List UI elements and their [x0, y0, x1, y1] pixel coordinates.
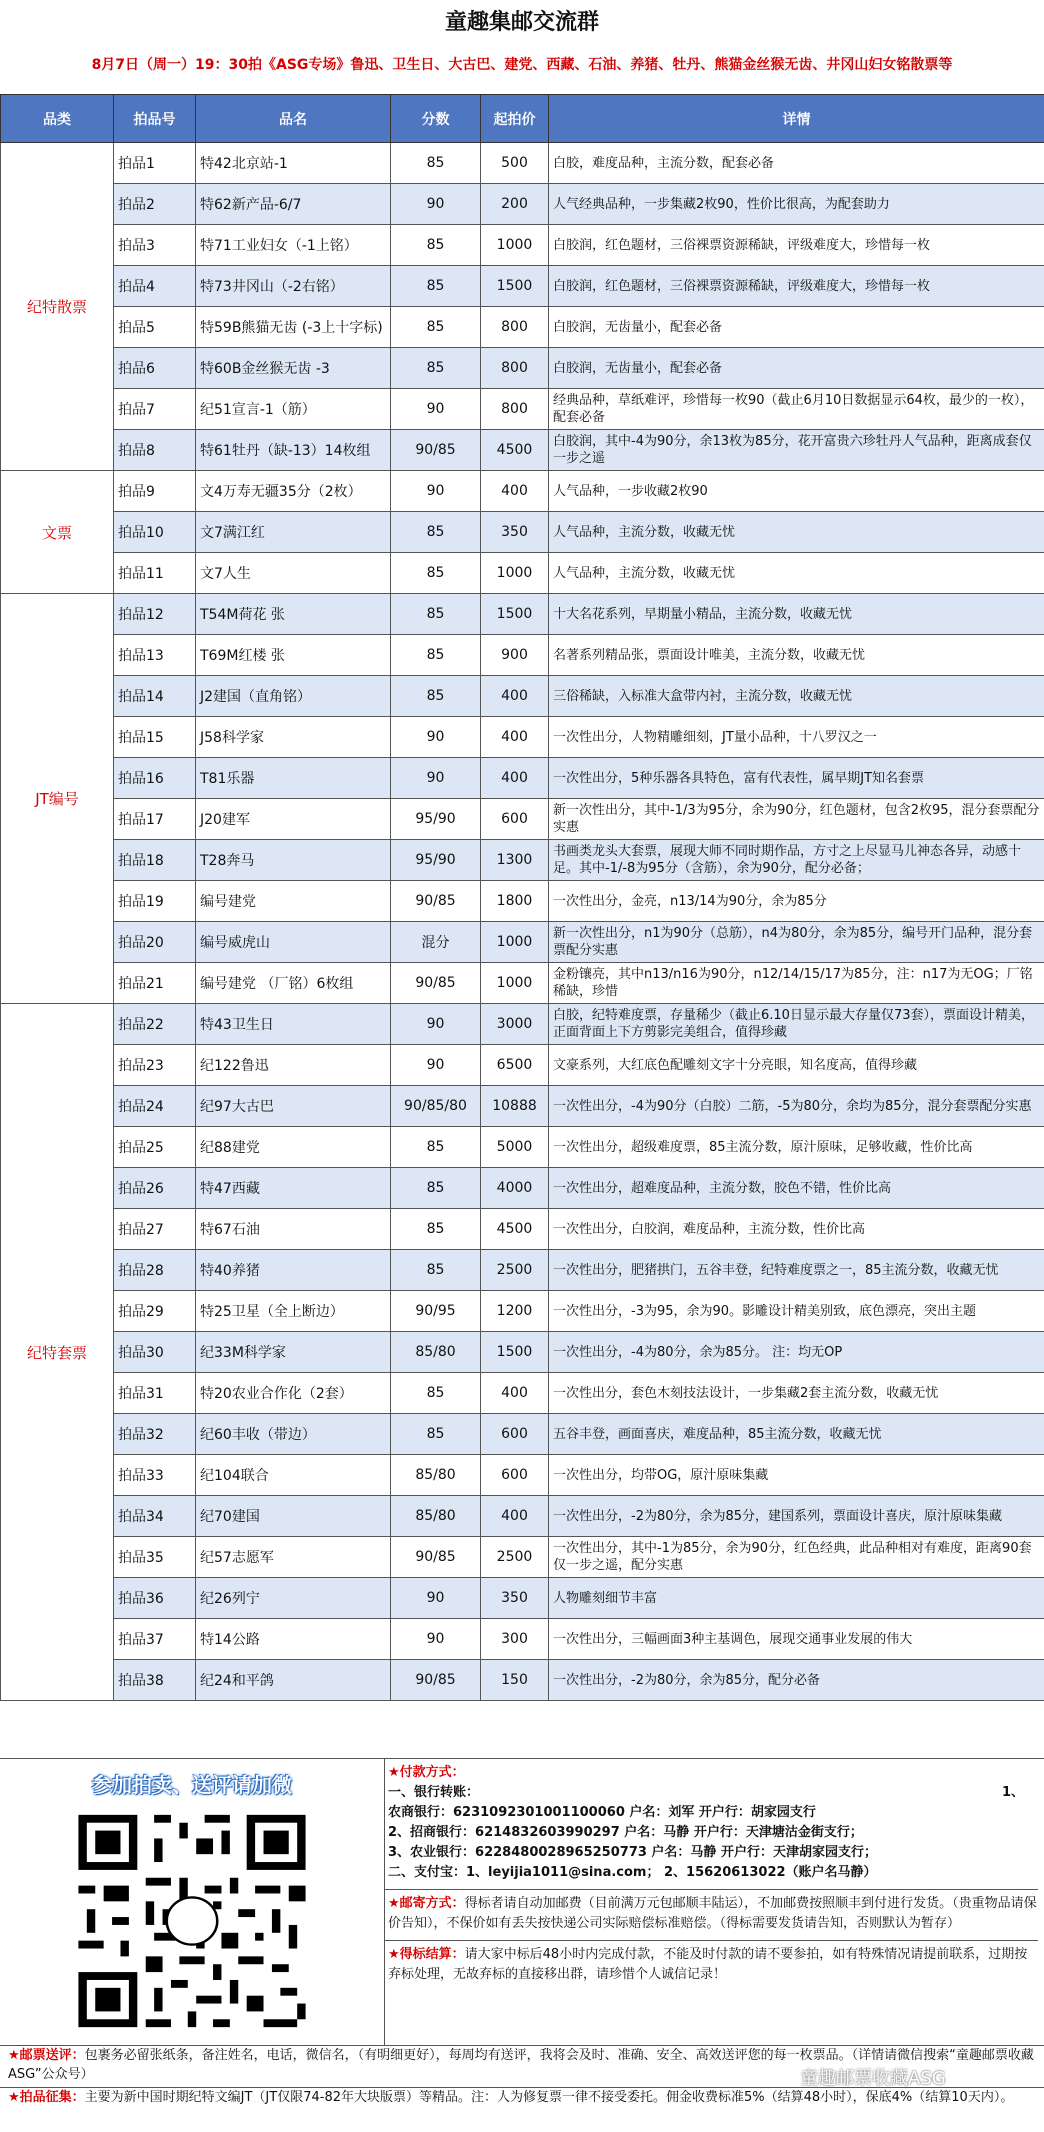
divider [384, 1940, 1038, 1941]
table-row [1, 1127, 1044, 1168]
name-cell: 特73井冈山（-2右铭） [196, 266, 391, 307]
price-cell: 1000 [481, 963, 549, 1004]
lot-cell: 拍品33 [114, 1455, 196, 1496]
table-row [1, 594, 1044, 635]
detail-cell: 人气品种，一步收藏2枚90 [549, 471, 1044, 512]
bank-3: 3、农业银行：6228480028965250773 户名：马静 开户行：天津胡家园支行； [388, 1843, 1038, 1863]
lot-cell: 拍品34 [114, 1496, 196, 1537]
name-cell: 文7满江红 [196, 512, 391, 553]
name-cell: 编号建党 [196, 881, 391, 922]
name-cell: 纪104联合 [196, 1455, 391, 1496]
name-cell: 纪70建国 [196, 1496, 391, 1537]
detail-cell: 白胶润，红色题材，三俗裸票资源稀缺，评级难度大，珍惜每一枚 [549, 266, 1044, 307]
header-detail: 详情 [549, 95, 1044, 143]
category-cell: 文票 [1, 471, 114, 594]
price-cell: 800 [481, 389, 549, 430]
table-row [1, 471, 1044, 512]
score-cell: 85/80 [391, 1332, 481, 1373]
lot-cell: 拍品9 [114, 471, 196, 512]
price-cell: 400 [481, 717, 549, 758]
lot-cell: 拍品4 [114, 266, 196, 307]
price-cell: 500 [481, 143, 549, 184]
table-row [1, 881, 1044, 922]
table-row [1, 266, 1044, 307]
price-cell: 4500 [481, 430, 549, 471]
name-cell: J58科学家 [196, 717, 391, 758]
category-cell: 纪特散票 [1, 143, 114, 471]
price-cell: 4500 [481, 1209, 549, 1250]
score-cell: 90/85 [391, 1660, 481, 1701]
lot-cell: 拍品27 [114, 1209, 196, 1250]
price-cell: 1200 [481, 1291, 549, 1332]
score-cell: 90 [391, 1004, 481, 1045]
price-cell: 3000 [481, 1004, 549, 1045]
table-row [1, 1168, 1044, 1209]
name-cell: T69M红楼 张 [196, 635, 391, 676]
price-cell: 4000 [481, 1168, 549, 1209]
mail-text: 得标者请自动加邮费（目前满万元包邮顺丰陆运），不加邮费按照顺丰到付进行发货。（贵重物品请保价告知），不保价如有丢失按快递公司实际赔偿标准赔偿。（得标需要发货请告知，否则默认为暂存） [388, 1896, 1037, 1931]
price-cell: 600 [481, 1414, 549, 1455]
lot-cell: 拍品19 [114, 881, 196, 922]
table-row [1, 307, 1044, 348]
score-cell: 90/85 [391, 1537, 481, 1578]
detail-cell: 一次性出分，均带OG，原汁原味集藏 [549, 1455, 1044, 1496]
score-cell: 85/80 [391, 1455, 481, 1496]
table-row [1, 1045, 1044, 1086]
header-lot: 拍品号 [114, 95, 196, 143]
name-cell: 纪51宣言-1（筋） [196, 389, 391, 430]
lot-cell: 拍品17 [114, 799, 196, 840]
watermark: 童趣邮票收藏ASG [800, 2064, 946, 2090]
table-row [1, 348, 1044, 389]
header-category: 品类 [1, 95, 114, 143]
grade-text: 包裹务必留张纸条，备注姓名，电话，微信名，（有明细更好），每周均有送评，我将会及时、准确、安全、高效送评您的每一枚票品。（详情请微信搜索“童趣邮票收藏ASG”公众号） [8, 2048, 1034, 2082]
lot-cell: 拍品35 [114, 1537, 196, 1578]
name-cell: 编号建党 （厂铭）6枚组 [196, 963, 391, 1004]
detail-cell: 一次性出分，超级难度票，85主流分数，原汁原味，足够收藏，性价比高 [549, 1127, 1044, 1168]
name-cell: 特14公路 [196, 1619, 391, 1660]
name-cell: 特25卫星（全上断边） [196, 1291, 391, 1332]
lot-cell: 拍品5 [114, 307, 196, 348]
header-score: 分数 [391, 95, 481, 143]
collect-note [0, 2087, 1044, 2132]
lot-cell: 拍品36 [114, 1578, 196, 1619]
name-cell: 特20农业合作化（2套） [196, 1373, 391, 1414]
price-cell: 1000 [481, 553, 549, 594]
detail-cell: 白胶润，其中-4为90分，余13枚为85分，花开富贵六珍牡丹人气品种，距离成套仅一步之遥 [549, 430, 1044, 471]
lot-cell: 拍品23 [114, 1045, 196, 1086]
detail-cell: 一次性出分，-4为80分，余为85分。 注：均无OP [549, 1332, 1044, 1373]
table-row [1, 1209, 1044, 1250]
detail-cell: 三俗稀缺，入标准大盒带内衬，主流分数，收藏无忧 [549, 676, 1044, 717]
lot-cell: 拍品38 [114, 1660, 196, 1701]
score-cell: 90/95 [391, 1291, 481, 1332]
detail-cell: 人物雕刻细节丰富 [549, 1578, 1044, 1619]
price-cell: 2500 [481, 1250, 549, 1291]
name-cell: 纪57志愿军 [196, 1537, 391, 1578]
detail-cell: 一次性出分，5种乐器各具特色，富有代表性，属早期JT知名套票 [549, 758, 1044, 799]
score-cell: 95/90 [391, 840, 481, 881]
bank-title-row [388, 1783, 1038, 1803]
score-cell: 85 [391, 1414, 481, 1455]
table-row [1, 389, 1044, 430]
table-row [1, 635, 1044, 676]
name-cell: 特67石油 [196, 1209, 391, 1250]
name-cell: 特60B金丝猴无齿 -3 [196, 348, 391, 389]
score-cell: 95/90 [391, 799, 481, 840]
lot-cell: 拍品24 [114, 1086, 196, 1127]
price-cell: 400 [481, 676, 549, 717]
bank-suffix: 1、 [1002, 1783, 1024, 1803]
price-cell: 900 [481, 635, 549, 676]
name-cell: 特71工业妇女（-1上铭） [196, 225, 391, 266]
score-cell: 85 [391, 553, 481, 594]
table-row [1, 1578, 1044, 1619]
score-cell: 85 [391, 266, 481, 307]
detail-cell: 金粉镶亮，其中n13/n16为90分，n12/14/15/17为85分，注：n17为无OG；厂铭稀缺，珍惜 [549, 963, 1044, 1004]
score-cell: 85 [391, 307, 481, 348]
name-cell: 纪122鲁迅 [196, 1045, 391, 1086]
lot-cell: 拍品1 [114, 143, 196, 184]
lot-cell: 拍品11 [114, 553, 196, 594]
name-cell: 特43卫生日 [196, 1004, 391, 1045]
bank-2: 2、招商银行：6214832603990297 户名：马静 开户行：天津塘沽金街支行； [388, 1823, 1038, 1843]
lot-cell: 拍品14 [114, 676, 196, 717]
name-cell: T54M荷花 张 [196, 594, 391, 635]
score-cell: 90 [391, 1619, 481, 1660]
name-cell: 纪33M科学家 [196, 1332, 391, 1373]
lot-cell: 拍品25 [114, 1127, 196, 1168]
score-cell: 85 [391, 676, 481, 717]
price-cell: 300 [481, 1619, 549, 1660]
table-row [1, 922, 1044, 963]
detail-cell: 一次性出分，三幅画面3种主基调色，展现交通事业发展的伟大 [549, 1619, 1044, 1660]
detail-cell: 人气经典品种，一步集藏2枚90，性价比很高，为配套助力 [549, 184, 1044, 225]
detail-cell: 一次性出分，套色木刻技法设计，一步集藏2套主流分数，收藏无忧 [549, 1373, 1044, 1414]
name-cell: 纪97大古巴 [196, 1086, 391, 1127]
header-name: 品名 [196, 95, 391, 143]
lot-cell: 拍品22 [114, 1004, 196, 1045]
price-cell: 350 [481, 1578, 549, 1619]
table-row [1, 963, 1044, 1004]
name-cell: 特61牡丹（缺-13）14枚组 [196, 430, 391, 471]
detail-cell: 一次性出分，-2为80分，余为85分，配分必备 [549, 1660, 1044, 1701]
table-row [1, 143, 1044, 184]
collect-title: ★拍品征集： [8, 2090, 85, 2105]
price-cell: 1500 [481, 594, 549, 635]
detail-cell: 五谷丰登，画面喜庆，难度品种，85主流分数，收藏无忧 [549, 1414, 1044, 1455]
price-cell: 600 [481, 799, 549, 840]
price-cell: 1800 [481, 881, 549, 922]
detail-cell: 一次性出分，金亮，n13/14为90分，余为85分 [549, 881, 1044, 922]
collect-text: 主要为新中国时期纪特文编JT（JT仅限74-82年大块版票）等精品。注：人为修复票一律不接受委托。佣金收费标准5%（结算48小时），保底4%（结算10天内）。 [85, 2090, 1014, 2105]
lot-cell: 拍品12 [114, 594, 196, 635]
price-cell: 150 [481, 1660, 549, 1701]
score-cell: 85/80 [391, 1496, 481, 1537]
price-cell: 200 [481, 184, 549, 225]
detail-cell: 白胶，难度品种，主流分数，配套必备 [549, 143, 1044, 184]
table-row [1, 225, 1044, 266]
detail-cell: 经典品种，草纸难评，珍惜每一枚90（截止6月10日数据显示64枚，最少的一枚），配套必备 [549, 389, 1044, 430]
table-header [1, 95, 1044, 143]
category-cell: 纪特套票 [1, 1004, 114, 1701]
table-row [1, 430, 1044, 471]
price-cell: 400 [481, 471, 549, 512]
score-cell: 90 [391, 1045, 481, 1086]
score-cell: 90/85/80 [391, 1086, 481, 1127]
lot-cell: 拍品15 [114, 717, 196, 758]
score-cell: 85 [391, 1250, 481, 1291]
score-cell: 90 [391, 471, 481, 512]
table-row [1, 1086, 1044, 1127]
lot-cell: 拍品13 [114, 635, 196, 676]
lot-cell: 拍品6 [114, 348, 196, 389]
lot-cell: 拍品20 [114, 922, 196, 963]
table-row [1, 1373, 1044, 1414]
lot-cell: 拍品8 [114, 430, 196, 471]
lot-cell: 拍品10 [114, 512, 196, 553]
name-cell: 纪24和平鸽 [196, 1660, 391, 1701]
name-cell: 文4万寿无疆35分（2枚） [196, 471, 391, 512]
score-cell: 90/85 [391, 963, 481, 1004]
mail-info [388, 1894, 1038, 1934]
detail-cell: 一次性出分，超难度品种，主流分数，胶色不错，性价比高 [549, 1168, 1044, 1209]
price-cell: 400 [481, 1373, 549, 1414]
name-cell: 纪88建党 [196, 1127, 391, 1168]
detail-cell: 一次性出分，肥猪拱门，五谷丰登，纪特难度票之一，85主流分数，收藏无忧 [549, 1250, 1044, 1291]
category-cell: JT编号 [1, 594, 114, 1004]
detail-cell: 新一次性出分，n1为90分（总筋），n4为80分，余为85分，编号开门品种，混分套票配分实惠 [549, 922, 1044, 963]
lot-cell: 拍品7 [114, 389, 196, 430]
bank-1: 农商银行：6231092301001100060 户名：刘军 开户行：胡家园支行 [388, 1803, 1038, 1823]
lot-cell: 拍品26 [114, 1168, 196, 1209]
qr-section [0, 1759, 385, 2045]
lot-cell: 拍品30 [114, 1332, 196, 1373]
price-cell: 600 [481, 1455, 549, 1496]
score-cell: 85 [391, 1127, 481, 1168]
rule-title: ★得标结算： [388, 1947, 465, 1962]
price-cell: 5000 [481, 1127, 549, 1168]
price-cell: 2500 [481, 1537, 549, 1578]
detail-cell: 一次性出分，-3为95，余为90。影雕设计精美别致，底色漂亮，突出主题 [549, 1291, 1044, 1332]
name-cell: 文7人生 [196, 553, 391, 594]
price-cell: 10888 [481, 1086, 549, 1127]
page-title: 童趣集邮交流群 [0, 0, 1044, 44]
pay-title: ★付款方式： [388, 1763, 1038, 1783]
price-cell: 350 [481, 512, 549, 553]
table-row [1, 799, 1044, 840]
price-cell: 1500 [481, 1332, 549, 1373]
name-cell: 纪26列宁 [196, 1578, 391, 1619]
lot-cell: 拍品31 [114, 1373, 196, 1414]
name-cell: T28奔马 [196, 840, 391, 881]
lot-cell: 拍品21 [114, 963, 196, 1004]
detail-cell: 十大名花系列，早期量小精品，主流分数，收藏无忧 [549, 594, 1044, 635]
lot-cell: 拍品37 [114, 1619, 196, 1660]
auction-table [0, 94, 1044, 1701]
detail-cell: 人气品种，主流分数，收藏无忧 [549, 512, 1044, 553]
name-cell: 编号威虎山 [196, 922, 391, 963]
name-cell: 特42北京站-1 [196, 143, 391, 184]
table-row [1, 1455, 1044, 1496]
lot-cell: 拍品3 [114, 225, 196, 266]
detail-cell: 书画类龙头大套票，展现大师不同时期作品，方寸之上尽显马儿神态各异，动感十足。其中-1/-8为95分（含筋），余为90分，配分必备； [549, 840, 1044, 881]
detail-cell: 一次性出分，-4为90分（白胶）二筋，-5为80分，余均为85分，混分套票配分实惠 [549, 1086, 1044, 1127]
score-cell: 85 [391, 1168, 481, 1209]
detail-cell: 白胶润，无齿量小，配套必备 [549, 348, 1044, 389]
name-cell: 纪60丰收（带边） [196, 1414, 391, 1455]
price-cell: 1000 [481, 922, 549, 963]
score-cell: 85 [391, 348, 481, 389]
detail-cell: 白胶润，无齿量小，配套必备 [549, 307, 1044, 348]
lot-cell: 拍品18 [114, 840, 196, 881]
bank-title: 一、银行转账： [388, 1783, 479, 1803]
score-cell: 90 [391, 1578, 481, 1619]
divider [384, 1889, 1038, 1890]
price-cell: 6500 [481, 1045, 549, 1086]
table-row [1, 1250, 1044, 1291]
score-cell: 90 [391, 389, 481, 430]
name-cell: 特59B熊猫无齿 (-3上十字标) [196, 307, 391, 348]
alipay: 二、支付宝：1、leyijia1011@sina.com； 2、15620613022（账户名马静） [388, 1863, 1038, 1883]
price-cell: 1300 [481, 840, 549, 881]
detail-cell: 白胶，纪特难度票，存量稀少（截止6.10日显示最大存量仅73套），票面设计精美，正面背面上下方剪影完美组合，值得珍藏 [549, 1004, 1044, 1045]
lot-cell: 拍品29 [114, 1291, 196, 1332]
detail-cell: 新一次性出分，其中-1/3为95分，余为90分，红色题材，包含2枚95，混分套票配分实惠 [549, 799, 1044, 840]
score-cell: 90 [391, 184, 481, 225]
score-cell: 85 [391, 635, 481, 676]
table-row [1, 717, 1044, 758]
table-row [1, 1004, 1044, 1045]
detail-cell: 文豪系列，大红底色配雕刻文字十分亮眼，知名度高，值得珍藏 [549, 1045, 1044, 1086]
lot-cell: 拍品32 [114, 1414, 196, 1455]
score-cell: 90 [391, 717, 481, 758]
name-cell: 特62新产品-6/7 [196, 184, 391, 225]
detail-cell: 白胶润，红色题材，三俗裸票资源稀缺，评级难度大，珍惜每一枚 [549, 225, 1044, 266]
table-row [1, 1619, 1044, 1660]
mail-title: ★邮寄方式： [388, 1896, 465, 1911]
table-row [1, 1537, 1044, 1578]
rule-info [388, 1945, 1038, 1985]
detail-cell: 名著系列精品张，票面设计唯美，主流分数，收藏无忧 [549, 635, 1044, 676]
qr-caption: 参加拍卖、送评请加微 [0, 1769, 384, 1798]
page-subtitle: 8月7日（周一）19：30拍《ASG专场》鲁迅、卫生日、大古巴、建党、西藏、石油、养猪、牡丹、熊猫金丝猴无齿、井冈山妇女铭散票等 [0, 50, 1044, 80]
score-cell: 85 [391, 512, 481, 553]
table-row [1, 553, 1044, 594]
detail-cell: 一次性出分，白胶润，难度品种，主流分数，性价比高 [549, 1209, 1044, 1250]
detail-cell: 一次性出分，其中-1为85分，余为90分，红色经典，此品种相对有难度，距离90套仅一步之遥，配分实惠 [549, 1537, 1044, 1578]
table-row [1, 1660, 1044, 1701]
score-cell: 90/85 [391, 430, 481, 471]
score-cell: 90 [391, 758, 481, 799]
price-cell: 400 [481, 1496, 549, 1537]
payment-section [388, 1763, 1038, 1985]
table-row [1, 758, 1044, 799]
lot-cell: 拍品2 [114, 184, 196, 225]
name-cell: J2建国（直角铭） [196, 676, 391, 717]
score-cell: 90/85 [391, 881, 481, 922]
score-cell: 85 [391, 1373, 481, 1414]
table-row [1, 1496, 1044, 1537]
lot-cell: 拍品16 [114, 758, 196, 799]
price-cell: 800 [481, 307, 549, 348]
name-cell: T81乐器 [196, 758, 391, 799]
rule-text: 请大家中标后48小时内完成付款，不能及时付款的请不要参拍，如有特殊情况请提前联系，过期按弃标处理，无故弃标的直接移出群，请珍惜个人诚信记录！ [388, 1947, 1027, 1982]
price-cell: 1500 [481, 266, 549, 307]
price-cell: 400 [481, 758, 549, 799]
score-cell: 85 [391, 143, 481, 184]
header-price: 起拍价 [481, 95, 549, 143]
qr-code-icon[interactable] [70, 1807, 314, 2035]
table-row [1, 1414, 1044, 1455]
score-cell: 85 [391, 225, 481, 266]
grade-title: ★邮票送评： [8, 2048, 85, 2063]
detail-cell: 一次性出分，人物精雕细刻，JT量小品种，十八罗汉之一 [549, 717, 1044, 758]
table-row [1, 676, 1044, 717]
score-cell: 混分 [391, 922, 481, 963]
score-cell: 85 [391, 594, 481, 635]
lot-cell: 拍品28 [114, 1250, 196, 1291]
price-cell: 800 [481, 348, 549, 389]
table-row [1, 1332, 1044, 1373]
detail-cell: 一次性出分，-2为80分，余为85分，建国系列，票面设计喜庆，原汁原味集藏 [549, 1496, 1044, 1537]
detail-cell: 人气品种，主流分数，收藏无忧 [549, 553, 1044, 594]
price-cell: 1000 [481, 225, 549, 266]
table-row [1, 1291, 1044, 1332]
footer [0, 1758, 1044, 2132]
name-cell: 特40养猪 [196, 1250, 391, 1291]
score-cell: 85 [391, 1209, 481, 1250]
table-row [1, 840, 1044, 881]
name-cell: 特47西藏 [196, 1168, 391, 1209]
name-cell: J20建军 [196, 799, 391, 840]
table-row [1, 184, 1044, 225]
table-row [1, 512, 1044, 553]
